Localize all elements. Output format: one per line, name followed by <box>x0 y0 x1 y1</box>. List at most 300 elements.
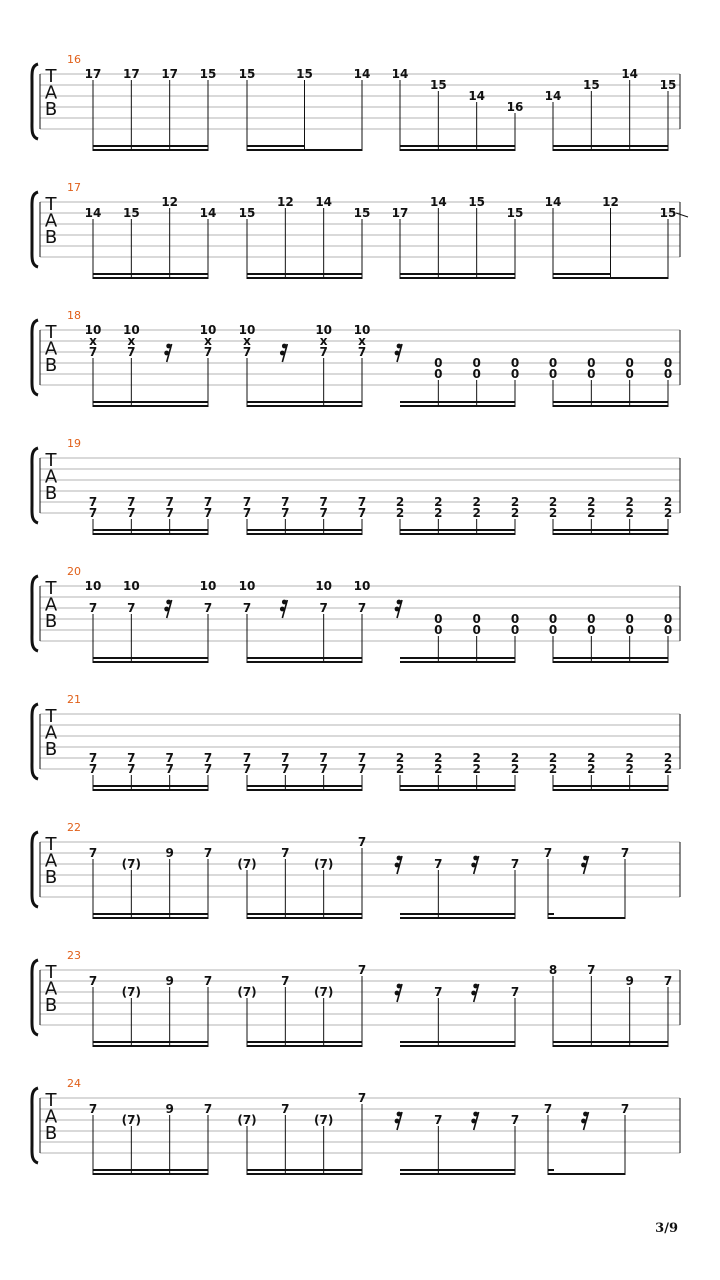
beam <box>247 789 362 791</box>
beat-group <box>395 344 520 407</box>
beat-group <box>239 67 371 151</box>
tab-clef-letter: B <box>44 995 58 1016</box>
fret-number: 7 <box>587 963 596 977</box>
fret-number: 0 <box>434 367 443 381</box>
rest-dot <box>397 600 402 605</box>
fret-number: 9 <box>165 974 174 988</box>
fret-number: 7 <box>88 846 98 860</box>
fret-number: 7 <box>319 601 328 615</box>
fret-number: 0 <box>434 356 443 370</box>
tab-system <box>32 437 680 535</box>
fret-number: 15 <box>199 67 217 81</box>
fret-number: 0 <box>472 623 481 637</box>
beam <box>400 1041 515 1043</box>
sixteenth-rest <box>395 984 402 1002</box>
fret-number: 10 <box>199 323 217 337</box>
fret-number: (7) <box>314 857 334 871</box>
fret-number: 0 <box>625 367 634 381</box>
dead-note-mark: x <box>127 334 136 348</box>
beam <box>247 277 362 279</box>
fret-number: 17 <box>161 67 179 81</box>
fret-number: 14 <box>353 67 371 81</box>
fret-number: 16 <box>506 100 524 114</box>
fret-number: 7 <box>242 345 252 359</box>
fret-number: 7 <box>203 1102 213 1116</box>
fret-number: 7 <box>357 506 367 520</box>
beam <box>553 145 668 147</box>
beam <box>400 273 515 275</box>
fret-number: 0 <box>548 356 558 370</box>
beam <box>553 277 668 279</box>
beat-group <box>239 195 371 279</box>
beat-group <box>237 963 366 1047</box>
fret-number: (7) <box>237 985 257 999</box>
beat-group <box>243 495 366 535</box>
beat-group <box>237 1091 366 1175</box>
fret-number: 7 <box>357 601 367 615</box>
fret-number: 2 <box>587 762 596 776</box>
beam <box>553 405 668 407</box>
fret-number: 7 <box>88 495 98 509</box>
beat-group <box>89 1102 212 1175</box>
fret-number: 0 <box>663 623 673 637</box>
beam <box>400 661 515 663</box>
fret-number: 7 <box>434 1113 443 1127</box>
tab-system <box>32 693 680 791</box>
beam <box>553 149 668 151</box>
fret-number: 2 <box>625 495 634 509</box>
rest-dot <box>164 607 169 612</box>
tab-clef-letter: T <box>45 706 57 727</box>
fret-number: 7 <box>242 601 252 615</box>
system-bracket <box>32 192 38 267</box>
fret-number: 15 <box>122 206 140 220</box>
fret-number: 7 <box>203 762 213 776</box>
beat-group <box>392 67 524 151</box>
fret-number: 14 <box>544 89 562 103</box>
fret-number: 12 <box>602 195 619 209</box>
fret-number: 2 <box>663 495 673 509</box>
fret-number: (7) <box>237 857 257 871</box>
fret-number: 15 <box>506 206 524 220</box>
fret-number: 7 <box>281 751 290 765</box>
fret-number: 7 <box>203 601 213 615</box>
rest-dot <box>473 1112 478 1117</box>
beam <box>93 149 208 151</box>
sixteenth-rest <box>395 856 402 874</box>
rest-dot <box>166 600 171 605</box>
fret-number: 7 <box>281 846 290 860</box>
beam <box>400 145 515 147</box>
beam <box>553 657 668 659</box>
rest-dot <box>395 607 400 612</box>
beat-group <box>395 856 520 919</box>
fret-number: 2 <box>663 751 673 765</box>
beam <box>400 277 515 279</box>
fret-number: 7 <box>203 345 213 359</box>
fret-number: 10 <box>122 579 140 593</box>
rest-dot <box>471 1119 476 1124</box>
tab-system <box>32 309 680 407</box>
page-number: 3/9 <box>655 1221 678 1236</box>
fret-number: 0 <box>434 612 443 626</box>
fret-number: 7 <box>319 762 328 776</box>
beam <box>553 785 668 787</box>
fret-number: 2 <box>510 495 520 509</box>
dead-note-mark: x <box>319 334 328 348</box>
beat-group <box>85 67 217 151</box>
beam <box>247 1169 362 1171</box>
fret-number: 7 <box>127 762 136 776</box>
beam <box>93 917 208 919</box>
beam <box>93 529 208 531</box>
fret-number: 14 <box>621 67 639 81</box>
beat-group <box>89 846 212 919</box>
beat-group <box>85 323 217 407</box>
rest-dot <box>397 1112 402 1117</box>
fret-number: 14 <box>84 206 102 220</box>
beam <box>247 149 362 151</box>
beam <box>400 533 515 535</box>
beat-group <box>89 751 212 791</box>
fret-number: 0 <box>587 623 596 637</box>
fret-number: 2 <box>548 751 558 765</box>
fret-number: 2 <box>548 506 558 520</box>
fret-number: 7 <box>620 1102 630 1116</box>
fret-number: 9 <box>165 846 174 860</box>
fret-number: 9 <box>625 974 634 988</box>
fret-number: 15 <box>238 67 256 81</box>
beat-group <box>239 323 371 407</box>
measure-number: 24 <box>67 1077 81 1090</box>
beam <box>553 1041 668 1043</box>
fret-number: 2 <box>395 506 405 520</box>
fret-number: 0 <box>625 356 634 370</box>
fret-number: 0 <box>587 356 596 370</box>
tab-system <box>32 949 680 1047</box>
sixteenth-rest <box>471 1112 478 1130</box>
sixteenth-rest <box>280 344 287 362</box>
rest-dot <box>282 600 287 605</box>
rest-dot <box>583 1112 588 1117</box>
fret-number: 10 <box>315 323 333 337</box>
fret-number: 2 <box>395 751 405 765</box>
fret-number: 14 <box>468 89 486 103</box>
system-bracket <box>32 448 38 523</box>
tab-clef-letter: T <box>45 1090 57 1111</box>
rest-dot <box>473 984 478 989</box>
fret-number: 7 <box>242 495 252 509</box>
fret-number: 2 <box>472 506 481 520</box>
beam <box>247 1045 362 1047</box>
fret-number: 10 <box>238 323 256 337</box>
fret-number: (7) <box>121 857 141 871</box>
beam <box>400 657 515 659</box>
rest-dot <box>395 351 400 356</box>
fret-number: 0 <box>472 612 481 626</box>
system-bracket <box>32 576 38 651</box>
fret-number: 10 <box>84 323 102 337</box>
beat-group <box>85 579 217 663</box>
tab-clef-letter: A <box>44 594 58 616</box>
fret-number: 7 <box>203 846 213 860</box>
fret-number: 2 <box>472 751 481 765</box>
dead-note-mark: x <box>204 334 212 348</box>
rest-dot <box>473 856 478 861</box>
tab-system <box>32 181 688 279</box>
beat-group <box>549 963 672 1047</box>
beam <box>247 1173 362 1175</box>
fret-number: 7 <box>88 751 98 765</box>
fret-number: 2 <box>395 495 405 509</box>
fret-number: 0 <box>548 612 558 626</box>
rest-dot <box>164 351 169 356</box>
fret-number: 7 <box>319 506 328 520</box>
tab-clef-letter: B <box>44 611 58 632</box>
fret-number: 7 <box>319 495 328 509</box>
tab-clef-letter: A <box>44 338 58 360</box>
beam <box>400 149 515 151</box>
fret-number: 0 <box>510 367 520 381</box>
fret-number: 7 <box>165 762 174 776</box>
fret-number: 2 <box>510 506 520 520</box>
fret-number: 7 <box>510 1113 520 1127</box>
tab-clef-letter: T <box>45 66 57 87</box>
beam <box>93 789 208 791</box>
fret-number: 10 <box>199 579 217 593</box>
rest-dot <box>395 863 400 868</box>
tab-clef-letter: B <box>44 355 58 376</box>
fret-number: 2 <box>587 495 596 509</box>
tab-clef-letter: T <box>45 194 57 215</box>
rest-dot <box>397 856 402 861</box>
rest-dot <box>581 863 586 868</box>
tab-clef-letter: A <box>44 466 58 488</box>
fret-number: 7 <box>127 495 136 509</box>
fret-number: 2 <box>434 762 443 776</box>
fret-number: (7) <box>314 985 334 999</box>
fret-number: 7 <box>357 762 367 776</box>
system-bracket <box>32 1088 38 1163</box>
rest-dot <box>282 344 287 349</box>
measure-number: 18 <box>67 309 81 322</box>
fret-number: 7 <box>357 495 367 509</box>
beam <box>247 785 362 787</box>
fret-number: 10 <box>238 579 256 593</box>
fret-number: 7 <box>510 857 520 871</box>
fret-number: 15 <box>238 206 256 220</box>
fret-number: 7 <box>242 762 252 776</box>
measure-number: 16 <box>67 53 81 66</box>
fret-number: 7 <box>357 345 367 359</box>
rest-dot <box>397 344 402 349</box>
rest-dot <box>395 991 400 996</box>
fret-number: 2 <box>663 762 673 776</box>
fret-number: 7 <box>127 751 136 765</box>
fret-number: 2 <box>434 506 443 520</box>
measure-number: 20 <box>67 565 81 578</box>
beam <box>400 917 515 919</box>
system-bracket <box>32 960 38 1035</box>
fret-number: 7 <box>165 506 174 520</box>
fret-number: 0 <box>510 623 520 637</box>
rest-dot <box>397 984 402 989</box>
tab-system <box>32 821 680 919</box>
fret-number: 8 <box>548 963 558 977</box>
beam <box>247 529 362 531</box>
system-bracket <box>32 704 38 779</box>
fret-number: 15 <box>659 78 677 92</box>
fret-number: 0 <box>548 367 558 381</box>
beam <box>93 785 208 787</box>
beam <box>553 1045 668 1047</box>
beam <box>93 277 208 279</box>
tab-clef-letter: A <box>44 82 58 104</box>
beam <box>93 1169 208 1171</box>
fret-number: 0 <box>625 612 634 626</box>
fret-number: 7 <box>88 974 98 988</box>
beam <box>93 657 208 659</box>
dead-note-mark: x <box>89 334 97 348</box>
fret-number: 14 <box>429 195 447 209</box>
fret-number: 10 <box>353 323 371 337</box>
fret-number: 10 <box>315 579 333 593</box>
beat-group <box>549 612 672 663</box>
fret-number: 14 <box>544 195 562 209</box>
measure-number: 22 <box>67 821 81 834</box>
beat-group <box>549 356 672 407</box>
sixteenth-rest <box>395 344 402 362</box>
fret-number: 7 <box>127 506 136 520</box>
tab-clef-letter: T <box>45 834 57 855</box>
rest-dot <box>166 344 171 349</box>
beam <box>400 785 515 787</box>
fret-number: 7 <box>88 762 98 776</box>
measure-number: 19 <box>67 437 81 450</box>
beam <box>247 917 362 919</box>
sixteenth-rest <box>280 600 287 618</box>
fret-number: 7 <box>543 1102 553 1116</box>
fret-number: 0 <box>472 356 481 370</box>
fret-number: (7) <box>121 985 141 999</box>
fret-number: 7 <box>127 345 136 359</box>
fret-number: 10 <box>353 579 371 593</box>
beam <box>400 1045 515 1047</box>
fret-number: 0 <box>472 367 481 381</box>
fret-number: 17 <box>84 67 102 81</box>
beam <box>93 401 208 403</box>
sixteenth-rest <box>164 600 171 618</box>
fret-number: 2 <box>510 762 520 776</box>
fret-number: 7 <box>165 751 174 765</box>
fret-number: 15 <box>468 195 486 209</box>
beam <box>400 789 515 791</box>
tab-clef-letter: A <box>44 850 58 872</box>
beam <box>93 1173 208 1175</box>
beat-group <box>395 600 520 663</box>
system-bracket <box>32 64 38 139</box>
fret-number: 7 <box>88 601 98 615</box>
fret-number: 14 <box>315 195 333 209</box>
fret-number: 15 <box>429 78 447 92</box>
rest-dot <box>583 856 588 861</box>
beat-group <box>395 984 520 1047</box>
tab-clef-letter: A <box>44 978 58 1000</box>
beat-group <box>396 495 519 535</box>
beam <box>400 401 515 403</box>
fret-number: 0 <box>510 612 520 626</box>
beat-group <box>549 495 672 535</box>
tab-clef-letter: B <box>44 1123 58 1144</box>
tab-clef-letter: T <box>45 450 57 471</box>
beam <box>247 145 305 147</box>
beam <box>247 1041 362 1043</box>
fret-number: 2 <box>587 751 596 765</box>
rest-dot <box>280 351 285 356</box>
beam <box>247 533 362 535</box>
tab-clef-letter: T <box>45 578 57 599</box>
fret-number: 12 <box>161 195 179 209</box>
beat-group <box>239 579 371 663</box>
beam <box>247 273 362 275</box>
beam <box>247 657 362 659</box>
fret-number: 15 <box>659 206 677 220</box>
fret-number: 7 <box>543 846 553 860</box>
beat-group <box>544 1102 629 1175</box>
beam <box>400 529 515 531</box>
dead-note-mark: x <box>243 334 251 348</box>
fret-number: 0 <box>625 623 634 637</box>
tab-system <box>32 565 680 663</box>
fret-number: 9 <box>165 1102 174 1116</box>
fret-number: 15 <box>353 206 371 220</box>
beam-hook <box>548 1169 554 1171</box>
system-bracket <box>32 320 38 395</box>
beam <box>93 913 208 915</box>
fret-number: 0 <box>587 612 596 626</box>
beat-group <box>545 195 688 279</box>
fret-number: 7 <box>357 963 367 977</box>
fret-number: 2 <box>625 506 634 520</box>
tab-system <box>32 53 680 151</box>
fret-number: 2 <box>625 751 634 765</box>
sixteenth-rest <box>395 600 402 618</box>
beam <box>247 661 362 663</box>
tab-clef-letter: B <box>44 867 58 888</box>
fret-number: 7 <box>663 974 673 988</box>
fret-number: 2 <box>587 506 596 520</box>
fret-number: 2 <box>625 762 634 776</box>
rest-dot <box>581 1119 586 1124</box>
beat-group <box>237 835 366 919</box>
sixteenth-rest <box>471 984 478 1002</box>
beam <box>553 273 611 275</box>
sixteenth-rest <box>471 856 478 874</box>
fret-number: 2 <box>395 762 405 776</box>
fret-number: 12 <box>276 195 294 209</box>
dead-note-mark: x <box>358 334 366 348</box>
fret-number: 7 <box>88 1102 98 1116</box>
fret-number: 0 <box>663 612 673 626</box>
fret-number: 7 <box>357 835 367 849</box>
fret-number: 0 <box>587 367 596 381</box>
system-bracket <box>32 832 38 907</box>
fret-number: 7 <box>319 345 328 359</box>
sixteenth-rest <box>395 1112 402 1130</box>
fret-number: 7 <box>203 751 213 765</box>
rest-dot <box>471 991 476 996</box>
beam <box>553 529 668 531</box>
